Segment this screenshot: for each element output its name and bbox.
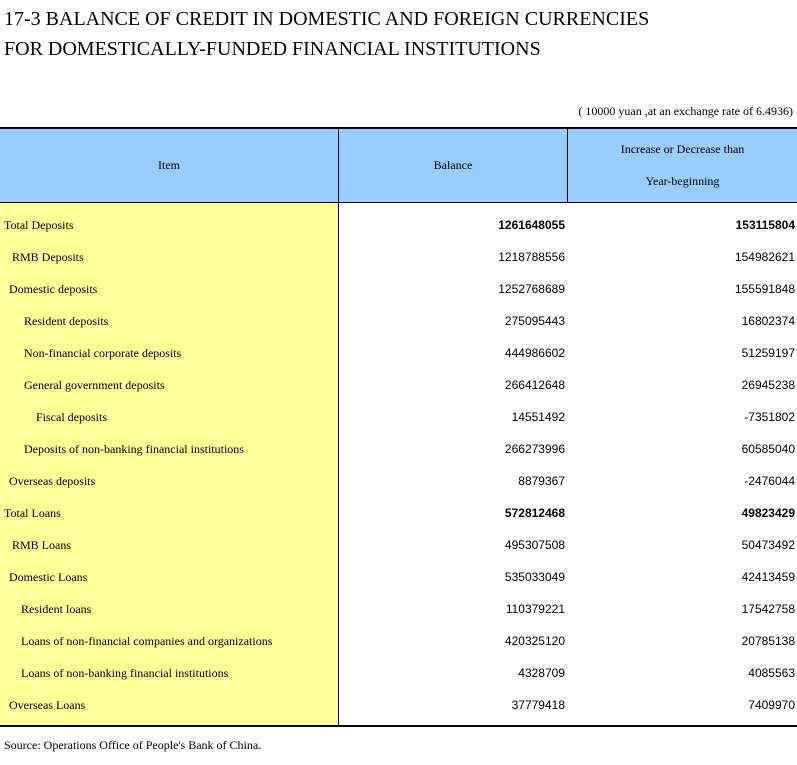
row-balance-value: 8879367 [518,474,565,488]
table-row [0,305,797,337]
header-change-line-1: Increase or Decrease than [620,141,745,156]
row-change-value: 16802374 [741,314,795,328]
row-change-value: 155591848 [734,282,795,296]
row-change-value: -2476044 [744,474,795,488]
table-row [0,401,797,433]
row-item-label: Loans of non-banking financial institutions [21,666,229,680]
row-change-value: -7351802 [744,410,795,424]
source-note: Source: Operations Office of People's Bank of China. [4,738,262,752]
table-bottom-rule [0,725,797,727]
title-line-1: 17-3 BALANCE OF CREDIT IN DOMESTIC AND FOREIGN CURRENCIES [4,8,650,30]
row-change-value: 49823429 [741,506,795,520]
row-item-label: Deposits of non-banking financial institutions [24,442,244,456]
unit-note: ( 10000 yuan ,at an exchange rate of 6.4936) [578,104,793,118]
row-change-value: 50473492 [741,538,795,552]
row-change-value: 42413459 [741,570,795,584]
row-change-value: 154982621 [734,250,795,264]
table-row [0,561,797,593]
row-item-label: Overseas deposits [9,474,96,488]
row-balance-value: 1252768689 [498,282,565,296]
row-item-label: Total Deposits [4,218,74,232]
table-row [0,657,797,689]
header-item: Item [158,158,180,172]
row-item-label: Overseas Loans [9,698,86,712]
row-item-label: Non-financial corporate deposits [24,346,182,360]
row-change-value: 51259197 [741,346,795,360]
table-row [0,433,797,465]
table-row [0,209,797,241]
page-title [4,4,649,64]
header-change [568,129,797,202]
row-balance-value: 275095443 [504,314,565,328]
row-balance-value: 4328709 [518,666,565,680]
row-item-label: Domestic deposits [9,282,98,296]
row-balance-value: 14551492 [511,410,565,424]
row-item-label: Domestic Loans [9,570,88,584]
row-balance-value: 1261648055 [498,218,565,232]
row-item-label: Fiscal deposits [36,410,107,424]
row-change-value: 60585040 [741,442,795,456]
column-divider-balance [567,129,568,202]
row-item-label: RMB Loans [12,538,72,552]
row-change-value: 7409970 [748,698,795,712]
row-balance-value: 444986602 [504,346,565,360]
table-row [0,497,797,529]
header-change-line-2: Year-beginning [645,174,720,189]
table-row [0,241,797,273]
table-row [0,593,797,625]
table-row [0,337,797,369]
table-row [0,273,797,305]
row-balance-value: 420325120 [504,634,565,648]
row-change-value: 4085563 [748,666,795,680]
table-row [0,689,797,721]
row-balance-value: 266273996 [504,442,565,456]
title-line-2: FOR DOMESTICALLY-FUNDED FINANCIAL INSTITUTIONS [4,38,541,60]
row-item-label: Resident deposits [24,314,109,328]
header-balance: Balance [433,158,473,172]
row-item-label: Total Loans [4,506,61,520]
row-item-label: General government deposits [24,378,165,392]
table-row [0,465,797,497]
table-row [0,369,797,401]
table-header [0,129,797,202]
row-balance-value: 1218788556 [498,250,565,264]
table-row [0,529,797,561]
row-change-value: 153115804 [735,218,795,232]
row-balance-value: 266412648 [504,378,565,392]
row-balance-value: 535033049 [504,570,565,584]
row-balance-value: 572812468 [504,506,565,520]
row-item-label: RMB Deposits [12,250,84,264]
row-item-label: Resident loans [21,602,92,616]
row-change-value: 20785138 [741,634,795,648]
row-balance-value: 110379221 [505,602,565,616]
row-balance-value: 495307508 [504,538,565,552]
row-balance-value: 37779418 [511,698,565,712]
row-item-label: Loans of non-financial companies and organizations [21,634,273,648]
row-change-value: 17542758 [741,602,795,616]
table-row [0,625,797,657]
row-change-value: 26945238 [741,378,795,392]
